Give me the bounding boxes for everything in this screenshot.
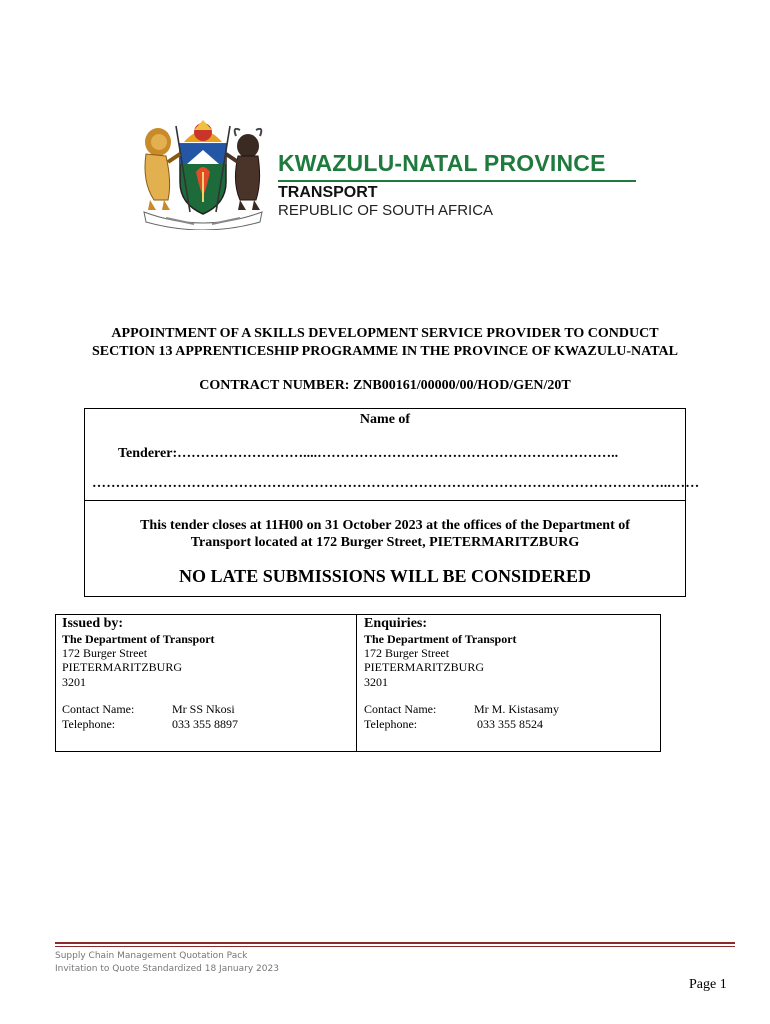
footer-rule-thin bbox=[55, 946, 735, 947]
page-number: Page 1 bbox=[689, 977, 727, 992]
issued-by-contact-label: Contact Name: bbox=[62, 702, 135, 716]
issued-by-street: 172 Burger Street bbox=[62, 646, 148, 660]
contract-number: CONTRACT NUMBER: ZNB00161/00000/00/HOD/GEN/20T bbox=[199, 378, 571, 393]
document-title-line-2: SECTION 13 APPRENTICESHIP PROGRAMME IN THE PROVINCE OF KWAZULU-NATAL bbox=[92, 344, 678, 359]
issued-by-city: PIETERMARITZBURG bbox=[62, 660, 182, 674]
closing-notice-line-1: This tender closes at 11H00 on 31 October 2023 at the offices of the Department of bbox=[140, 518, 630, 533]
country-name: REPUBLIC OF SOUTH AFRICA bbox=[278, 202, 494, 219]
issued-by-postal-code: 3201 bbox=[62, 675, 86, 689]
enquiries-city: PIETERMARITZBURG bbox=[364, 660, 484, 674]
footer-line-2: Invitation to Quote Standardized 18 January 2023 bbox=[55, 964, 279, 974]
footer-line-1: Supply Chain Management Quotation Pack bbox=[55, 951, 248, 961]
logo-divider bbox=[278, 180, 636, 182]
enquiries-contact-label: Contact Name: bbox=[364, 702, 437, 716]
no-late-submissions-notice: NO LATE SUBMISSIONS WILL BE CONSIDERED bbox=[179, 566, 591, 586]
enquiries-contact-name: Mr M. Kistasamy bbox=[474, 702, 559, 716]
document-title-line-1: APPOINTMENT OF A SKILLS DEVELOPMENT SERVICE PROVIDER TO CONDUCT bbox=[111, 326, 659, 341]
enquiries-telephone: 033 355 8524 bbox=[477, 717, 543, 731]
coat-of-arms-icon bbox=[132, 112, 274, 230]
enquiries-department: The Department of Transport bbox=[364, 632, 517, 646]
issued-by-department: The Department of Transport bbox=[62, 632, 215, 646]
closing-notice-line-2: Transport located at 172 Burger Street, PIETERMARITZBURG bbox=[190, 535, 580, 550]
enquiries-postal-code: 3201 bbox=[364, 675, 388, 689]
issued-by-heading: Issued by: bbox=[62, 616, 124, 631]
tenderer-field: Tenderer:………………………....……………………………………………………….. bbox=[118, 446, 619, 461]
department-name: TRANSPORT bbox=[278, 184, 378, 201]
tenderer-field-continuation: …………………………………………………………………………………………………………...…… bbox=[92, 476, 700, 491]
footer-rule bbox=[55, 942, 735, 944]
issued-by-contact-name: Mr SS Nkosi bbox=[172, 702, 235, 716]
contact-table-divider bbox=[356, 614, 357, 752]
name-of-label: Name of bbox=[359, 412, 411, 427]
enquiries-telephone-label: Telephone: bbox=[364, 717, 418, 731]
province-name: KWAZULU-NATAL PROVINCE bbox=[278, 150, 606, 176]
issued-by-telephone: 033 355 8897 bbox=[172, 717, 238, 731]
enquiries-street: 172 Burger Street bbox=[364, 646, 450, 660]
tender-box-divider bbox=[84, 500, 686, 501]
enquiries-heading: Enquiries: bbox=[364, 616, 428, 631]
issued-by-telephone-label: Telephone: bbox=[62, 717, 116, 731]
